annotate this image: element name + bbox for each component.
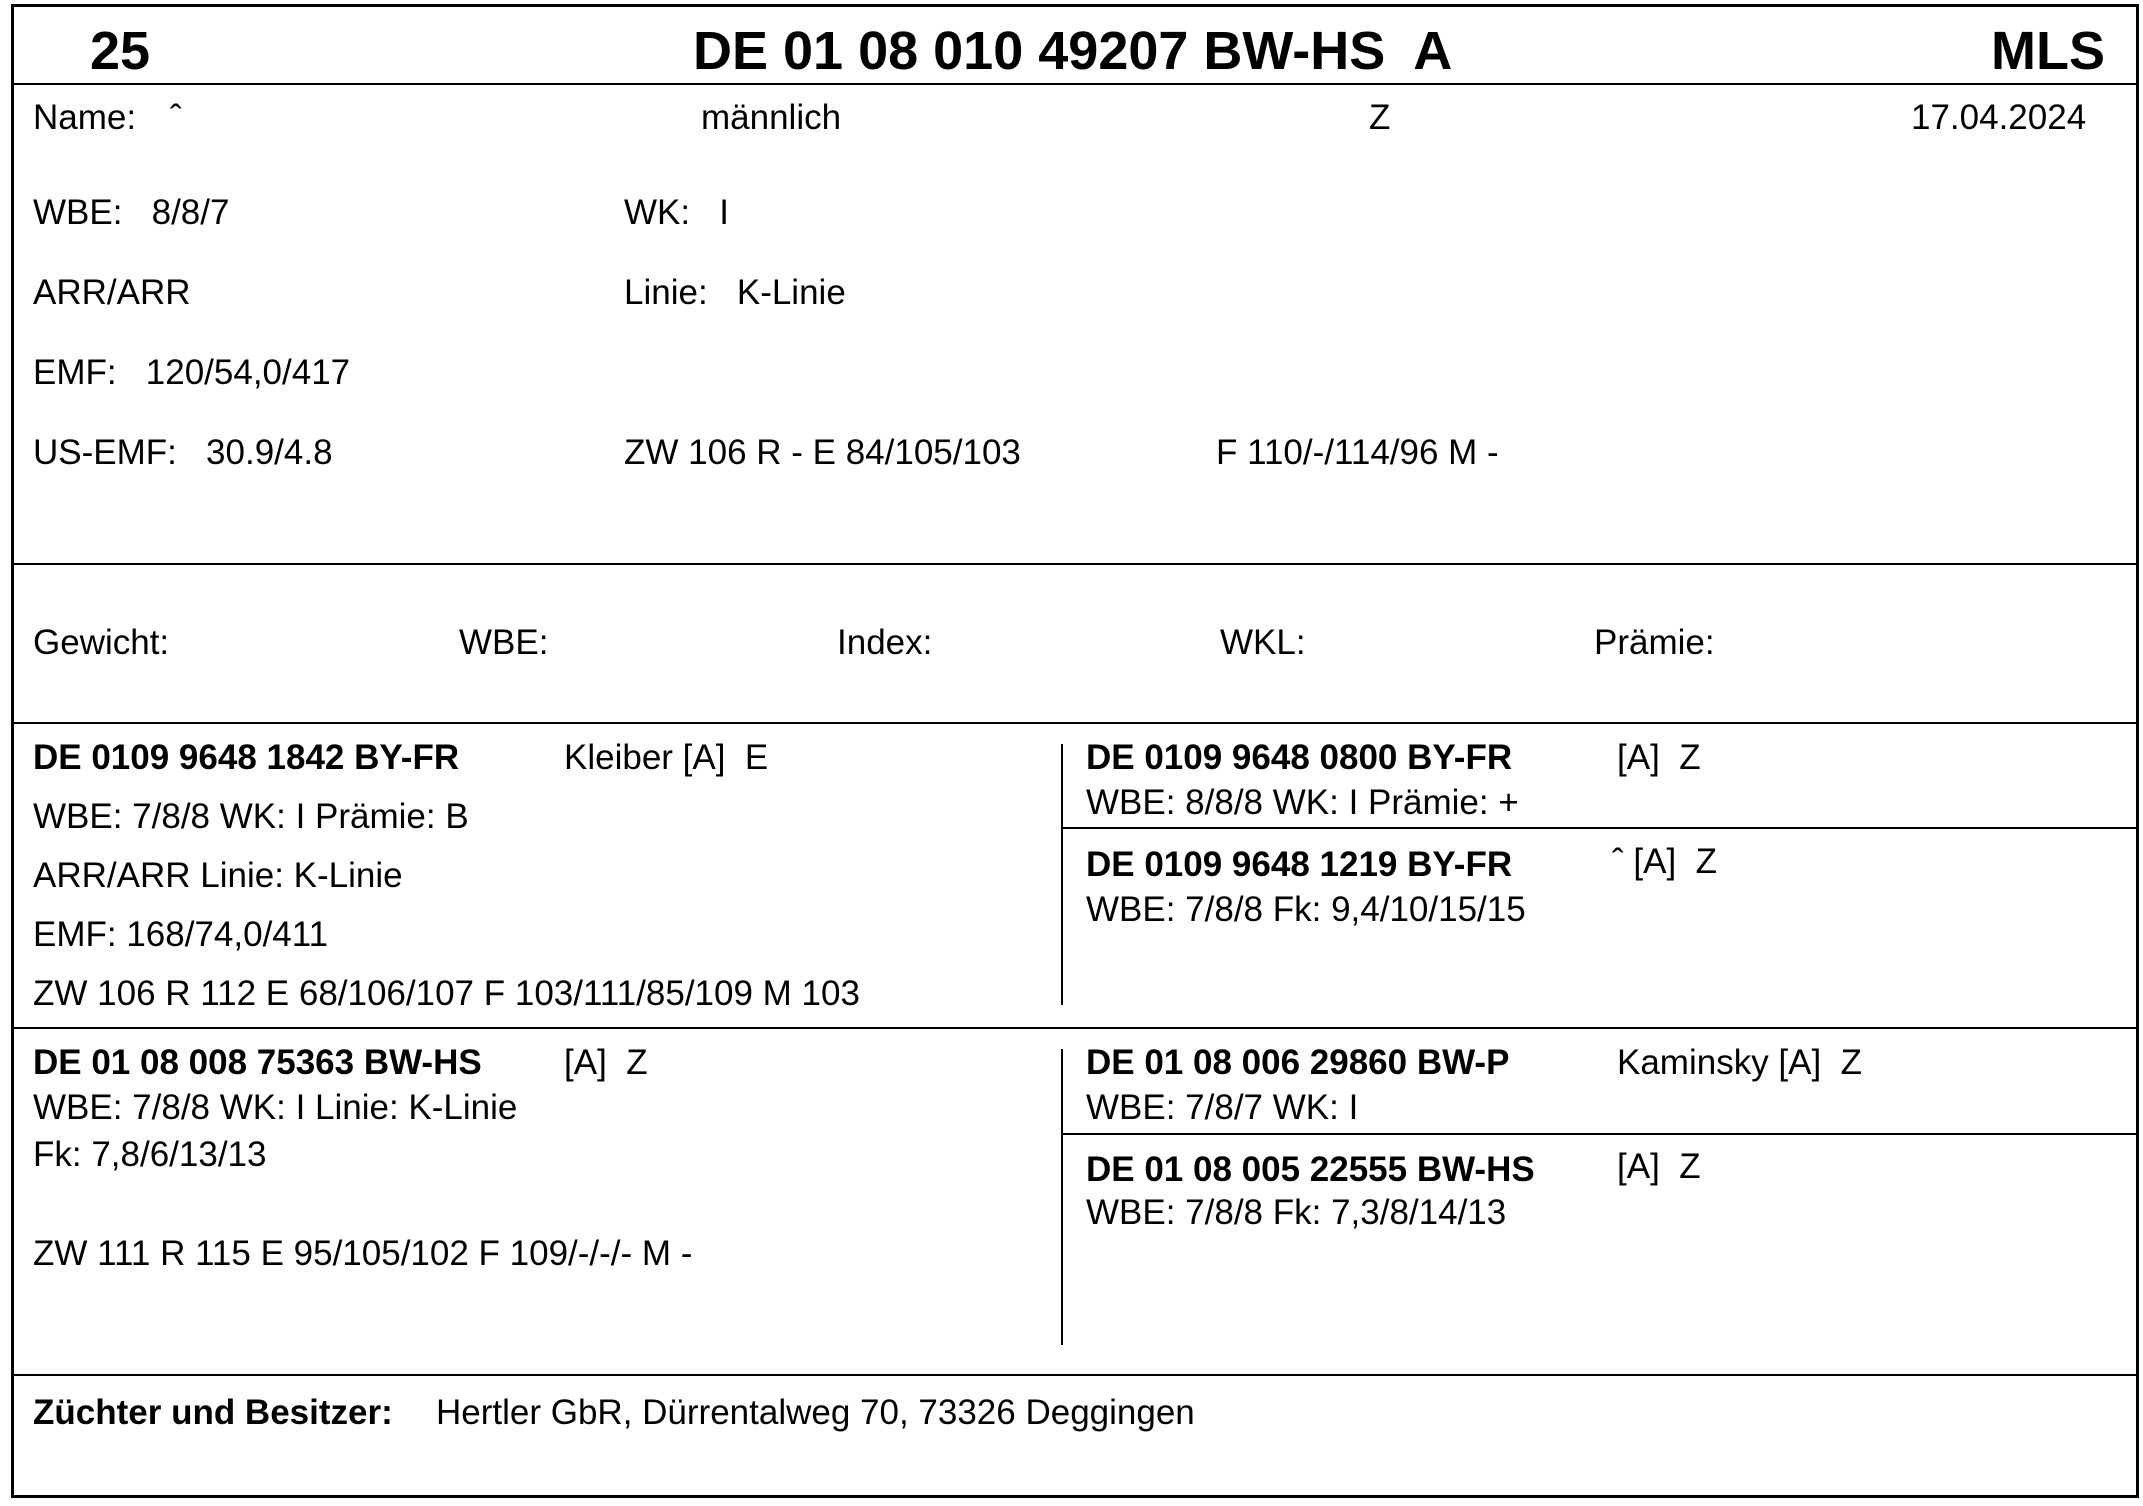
sire-tag: Kleiber [A] E: [564, 738, 769, 777]
owner-label: Züchter und Besitzer:: [33, 1393, 393, 1432]
sex: männlich: [701, 98, 842, 137]
sire-dam-ring: DE 0109 9648 1219 BY-FR: [1086, 845, 1513, 884]
dam-line-2: Fk: 7,8/6/13/13: [33, 1135, 267, 1174]
emf: EMF: 120/54,0/417: [33, 353, 351, 392]
divider-footer: [11, 1374, 2139, 1376]
divider-sire-grandparents: [1062, 827, 2139, 829]
dam-tag: [A] Z: [564, 1043, 648, 1082]
dam-line-3: ZW 111 R 115 E 95/105/102 F 109/-/-/- M -: [33, 1234, 693, 1273]
sire-line-4: ZW 106 R 112 E 68/106/107 F 103/111/85/109 M 103: [33, 974, 860, 1013]
sire-dam-line-1: WBE: 7/8/8 Fk: 9,4/10/15/15: [1086, 890, 1526, 929]
dam-dam-ring: DE 01 08 005 22555 BW-HS: [1086, 1150, 1535, 1189]
ring-number: DE 01 08 010 49207 BW-HS A: [693, 21, 1453, 81]
divider-dam-grandparents: [1062, 1133, 2139, 1135]
us-emf: US-EMF: 30.9/4.8: [33, 433, 333, 472]
sire-line-2: ARR/ARR Linie: K-Linie: [33, 856, 403, 895]
breed-code: MLS: [1991, 21, 2105, 81]
divider-sire: [11, 1027, 2139, 1029]
dam-sire-line-1: WBE: 7/8/7 WK: I: [1086, 1088, 1359, 1127]
linie: Linie: K-Linie: [624, 273, 846, 312]
column-divider-sire: [1061, 744, 1063, 1005]
dam-line-1: WBE: 7/8/8 WK: I Linie: K-Linie: [33, 1088, 518, 1127]
wkl-label: WKL:: [1220, 623, 1306, 662]
wk: WK: I: [624, 193, 729, 232]
dam-dam-line-1: WBE: 7/8/8 Fk: 7,3/8/14/13: [1086, 1193, 1507, 1232]
column-divider-dam: [1061, 1049, 1063, 1345]
sire-ring: DE 0109 9648 1842 BY-FR: [33, 738, 460, 777]
divider-info: [11, 563, 2139, 565]
owner-value: Hertler GbR, Dürrentalweg 70, 73326 Deggingen: [436, 1393, 1195, 1432]
sire-sire-ring: DE 0109 9648 0800 BY-FR: [1086, 738, 1513, 777]
sire-line-1: WBE: 7/8/8 WK: I Prämie: B: [33, 797, 469, 836]
sire-dam-tag: ˆ [A] Z: [1612, 842, 1717, 881]
divider-header: [11, 83, 2139, 85]
arr: ARR/ARR: [33, 273, 191, 312]
index-label: Index:: [837, 623, 933, 662]
fleisch-werte: F 110/-/114/96 M -: [1216, 433, 1499, 472]
dam-ring: DE 01 08 008 75363 BW-HS: [33, 1043, 482, 1082]
zuchtwert: ZW 106 R - E 84/105/103: [624, 433, 1021, 472]
praemie-label: Prämie:: [1594, 623, 1715, 662]
dam-dam-tag: [A] Z: [1617, 1147, 1701, 1186]
mark: Z: [1369, 98, 1391, 137]
divider-results: [11, 722, 2139, 724]
sire-line-3: EMF: 168/74,0/411: [33, 915, 329, 954]
dam-sire-tag: Kaminsky [A] Z: [1617, 1043, 1863, 1082]
name-label: Name:: [33, 98, 137, 137]
sire-sire-line-1: WBE: 8/8/8 WK: I Prämie: +: [1086, 783, 1519, 822]
sire-sire-tag: [A] Z: [1617, 738, 1701, 777]
gewicht-label: Gewicht:: [33, 623, 170, 662]
catalog-number: 25: [90, 21, 151, 81]
name-value: ˆ: [170, 98, 182, 137]
wbe: WBE: 8/8/7: [33, 193, 230, 232]
dam-sire-ring: DE 01 08 006 29860 BW-P: [1086, 1043, 1510, 1082]
wbe-result-label: WBE:: [459, 623, 549, 662]
date: 17.04.2024: [1911, 98, 2087, 137]
